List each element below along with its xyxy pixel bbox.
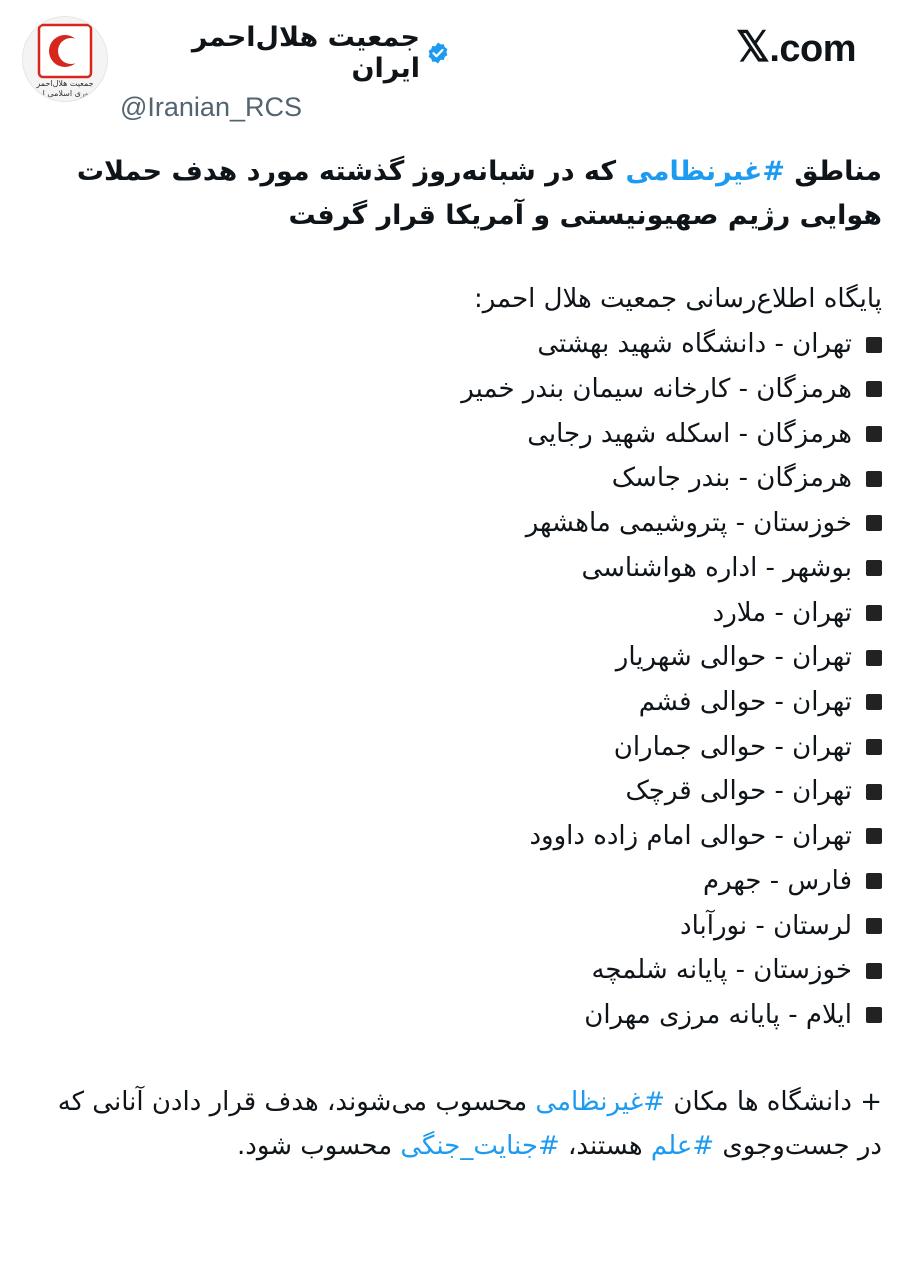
list-item xyxy=(30,322,882,367)
list-item-text: تهران - حوالی امام زاده داوود xyxy=(529,821,852,852)
list-item xyxy=(30,367,882,412)
square-bullet-icon xyxy=(866,605,882,621)
list-item-text: بوشهر - اداره هواشناسی xyxy=(581,552,852,583)
list-item-text: لرستان - نورآباد xyxy=(679,910,852,941)
list-item xyxy=(30,904,882,949)
list-item xyxy=(30,769,882,814)
hashtag-link[interactable]: #علم xyxy=(650,1131,715,1162)
list-item xyxy=(30,814,882,859)
verified-badge-icon xyxy=(426,41,450,65)
list-item xyxy=(30,456,882,501)
square-bullet-icon xyxy=(866,963,882,979)
handle: @Iranian_RCS xyxy=(120,92,302,122)
brand-domain: .com xyxy=(769,28,857,70)
list-item-text: تهران - حوالی شهریار xyxy=(615,642,852,673)
list-item-text: خوزستان - پتروشیمی ماهشهر xyxy=(525,508,852,539)
list-intro: پایگاه اطلاع‌رسانی جمعیت هلال احمر: xyxy=(473,284,882,315)
footnote-text: محسوب شود. xyxy=(236,1131,401,1162)
list-item xyxy=(30,591,882,636)
list-item-text: خوزستان - پایانه شلمچه xyxy=(591,955,852,986)
list-item xyxy=(30,725,882,770)
square-bullet-icon xyxy=(866,1007,882,1023)
list-item xyxy=(30,859,882,904)
places-list xyxy=(30,322,882,1038)
list-item xyxy=(30,635,882,680)
avatar-caption xyxy=(23,79,107,99)
list-item-text: تهران - حوالی جماران xyxy=(613,731,852,762)
tweet-header xyxy=(0,0,902,130)
list-item xyxy=(30,680,882,725)
list-item-text: ایلام - پایانه مرزی مهران xyxy=(584,999,852,1030)
square-bullet-icon xyxy=(866,560,882,576)
list-item xyxy=(30,993,882,1038)
list-item-text: تهران - دانشگاه شهید بهشتی xyxy=(537,329,852,360)
tweet-body xyxy=(30,150,882,1195)
list-item-text: تهران - ملارد xyxy=(712,597,852,628)
list-item-text: تهران - حوالی فشم xyxy=(638,686,852,717)
square-bullet-icon xyxy=(866,426,882,442)
list-item xyxy=(30,948,882,993)
square-bullet-icon xyxy=(866,918,882,934)
square-bullet-icon xyxy=(866,828,882,844)
list-item xyxy=(30,501,882,546)
hashtag-link[interactable]: #غیرنظامی xyxy=(535,1086,666,1117)
square-bullet-icon xyxy=(866,381,882,397)
square-bullet-icon xyxy=(866,471,882,487)
avatar-caption-line-2: جمهوری اسلامی ایران xyxy=(27,89,103,98)
headline-text-start: مناطق xyxy=(784,156,882,187)
square-bullet-icon xyxy=(866,784,882,800)
footnote-text: محسوب می‌شوند، هدف قرار دادن آنانی که در جست‌وجوی xyxy=(57,1086,882,1162)
list-item xyxy=(30,546,882,591)
list-item-text: هرمزگان - کارخانه سیمان بندر خمیر xyxy=(461,373,852,404)
hashtag-link[interactable]: #جنایت_جنگی xyxy=(400,1131,560,1162)
hashtag-link[interactable]: #غیرنظامی xyxy=(625,156,785,187)
square-bullet-icon xyxy=(866,873,882,889)
square-bullet-icon xyxy=(866,650,882,666)
headline-text-end: که در شبانه‌روز گذشته مورد هدف حملات هوایی رژیم صهیونیستی و آمریکا قرار گرفت xyxy=(76,156,882,231)
list-item-text: تهران - حوالی قرچک xyxy=(625,776,852,807)
footnote-text: + دانشگاه ها مکان xyxy=(665,1086,882,1117)
footnote-text: هستند، xyxy=(559,1131,651,1162)
square-bullet-icon xyxy=(866,694,882,710)
square-bullet-icon xyxy=(866,515,882,531)
square-bullet-icon xyxy=(866,739,882,755)
list-item-text: هرمزگان - بندر جاسک xyxy=(611,463,852,494)
x-com-logo xyxy=(736,22,856,71)
square-bullet-icon xyxy=(866,337,882,353)
list-item-text: فارس - جهرم xyxy=(702,865,852,896)
display-name: جمعیت هلال‌احمر ایران xyxy=(191,22,420,84)
author-block[interactable] xyxy=(120,22,450,123)
avatar[interactable] xyxy=(22,16,108,102)
tweet-footnote xyxy=(30,1080,882,1169)
avatar-caption-line-1: جمعیت هلال‌احمر xyxy=(36,79,94,88)
display-name-row xyxy=(120,22,450,84)
list-item-text: هرمزگان - اسکله شهید رجایی xyxy=(527,418,852,449)
tweet-headline xyxy=(30,150,882,237)
list-item xyxy=(30,412,882,457)
x-logo-icon: 𝕏 xyxy=(736,23,770,70)
